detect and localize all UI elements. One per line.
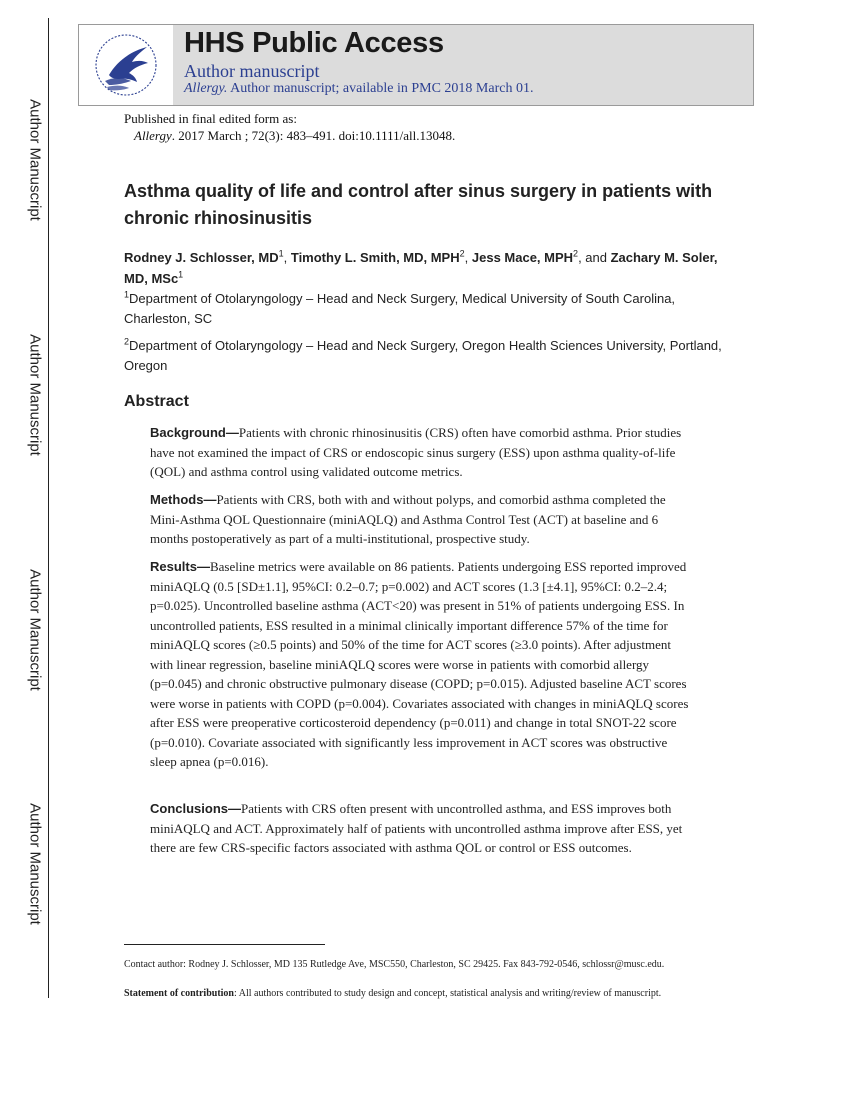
publication-citation [124, 127, 455, 144]
contribution-label: Statement of contribution [124, 988, 234, 999]
section-label: Results— [150, 559, 210, 574]
section-label: Background— [150, 425, 239, 440]
hhs-eagle-logo [87, 31, 165, 99]
header-title: HHS Public Access [184, 27, 444, 59]
author-affiliation-mark: 2 [573, 248, 579, 259]
author-affiliation-mark: 2 [459, 248, 465, 259]
citation-journal: Allergy [134, 128, 172, 143]
footnote-contact: Contact author: Rodney J. Schlosser, MD 135 Rutledge Ave, MSC550, Charleston, SC 29425. Fax 843-792-0546, schlossr@musc.edu. [124, 959, 665, 970]
header-journal: Allergy. [184, 81, 228, 96]
author-affiliation-mark: 1 [178, 269, 184, 280]
header-info [184, 81, 533, 97]
author-name: Zachary M. Soler, MD, MSc [124, 250, 718, 286]
author-name: Rodney J. Schlosser, MD [124, 250, 279, 265]
publication-intro: Published in final edited form as: [124, 111, 297, 126]
abstract-methods: Methods—Patients with CRS, both with and without polyps, and comorbid asthma completed the Mini-Asthma QOL Questionnaire (miniAQLQ) and Asthma Control Test (ACT) at baseline and 6 months postoperatively as part of a multi-institutional, prospective study. [150, 492, 666, 546]
author-list: Rodney J. Schlosser, $MD^1$, Timothy L. Smith, MD, MPH$^2$, Jess Mace, MPH$^2$, and Zachary M. Soler, MD, MSc$^1$ [124, 248, 718, 286]
header-subtitle: Author manuscript [184, 61, 320, 81]
citation-details: . 2017 March ; 72(3): 483–491. doi:10.1111/all.13048. [171, 128, 456, 143]
author-affiliation-mark: 1 [278, 248, 284, 259]
article-title: Asthma quality of life and control after sinus surgery in patients with chronic rhinosinusitis [124, 181, 713, 228]
abstract-conclusions: Conclusions—Patients with CRS often present with uncontrolled asthma, and ESS improves both miniAQLQ and ACT. Approximately half of patients with uncontrolled asthma improve after ESS, yet there are few CRS-specific factors associated with asthma QOL or control or ESS outcomes. [150, 801, 683, 855]
abstract-heading: Abstract [124, 393, 189, 410]
publication-info [124, 110, 455, 144]
footnote-contribution: Statement of contribution: All authors contributed to study design and concept, statistical analysis and writing/review of manuscript. [124, 988, 662, 999]
author-name: Timothy L. Smith, MD, MPH [290, 250, 460, 265]
abstract-background: Background—Patients with chronic rhinosinusitis (CRS) often have comorbid asthma. Prior studies have not examined the impact of CRS or endoscopic sinus surgery (ESS) upon asthma quality-of-life (QOL) and asthma control using validated outcome metrics. [150, 425, 682, 479]
header-availability: Author manuscript; available in PMC 2018 March 01. [230, 81, 534, 96]
margin-rule [48, 18, 49, 998]
affiliation: $^1$Department of Otolaryngology – Head and Neck Surgery, Medical University of South Carolina, Charleston, SC [124, 289, 676, 326]
section-label: Conclusions— [150, 801, 242, 816]
hhs-header [78, 24, 754, 106]
affiliation: $^2$Department of Otolaryngology – Head and Neck Surgery, Oregon Health Sciences University, Portland, Oregon [124, 336, 722, 373]
footnote-rule [124, 944, 325, 945]
affiliation-number: 1 [124, 289, 130, 300]
abstract-results: Results—Baseline metrics were available on 86 patients. Patients undergoing ESS reported improved miniAQLQ (0.5 [SD±1.1], 95%CI: 0.2–0.7; p=0.002) and ACT scores (1.3 [±4.1], 95%CI: 0.2–2.4; p=0.025). Uncontrolled baseline asthma (ACT<20) was present in 51% of patients undergoing ESS. In uncontrolled patients, ESS resulted in a minimal clinically important difference 57% of the time for miniAQLQ scores (≥0.5 points) and 50% of the time for ACT scores (≥3.0 points). After adjustment with linear regression, baseline miniAQLQ scores were worse in patients with comorbid allergy (p=0.045) and chronic obstructive pulmonary disease (COPD; p=0.015). Adjusted baseline ACT scores were worse in patients with COPD (p=0.004). Covariates associated with changes in miniAQLQ scores after ESS were preoperative corticosteroid dependency (p=0.011) and change in total SNOT-22 score (p=0.010). Covariate associated with significantly less improvement in ACT scores was obstructive sleep apnea (p=0.016). [150, 559, 689, 769]
affiliation-number: 2 [124, 336, 130, 347]
author-name: Jess Mace, MPH [471, 250, 574, 265]
section-label: Methods— [150, 492, 217, 507]
